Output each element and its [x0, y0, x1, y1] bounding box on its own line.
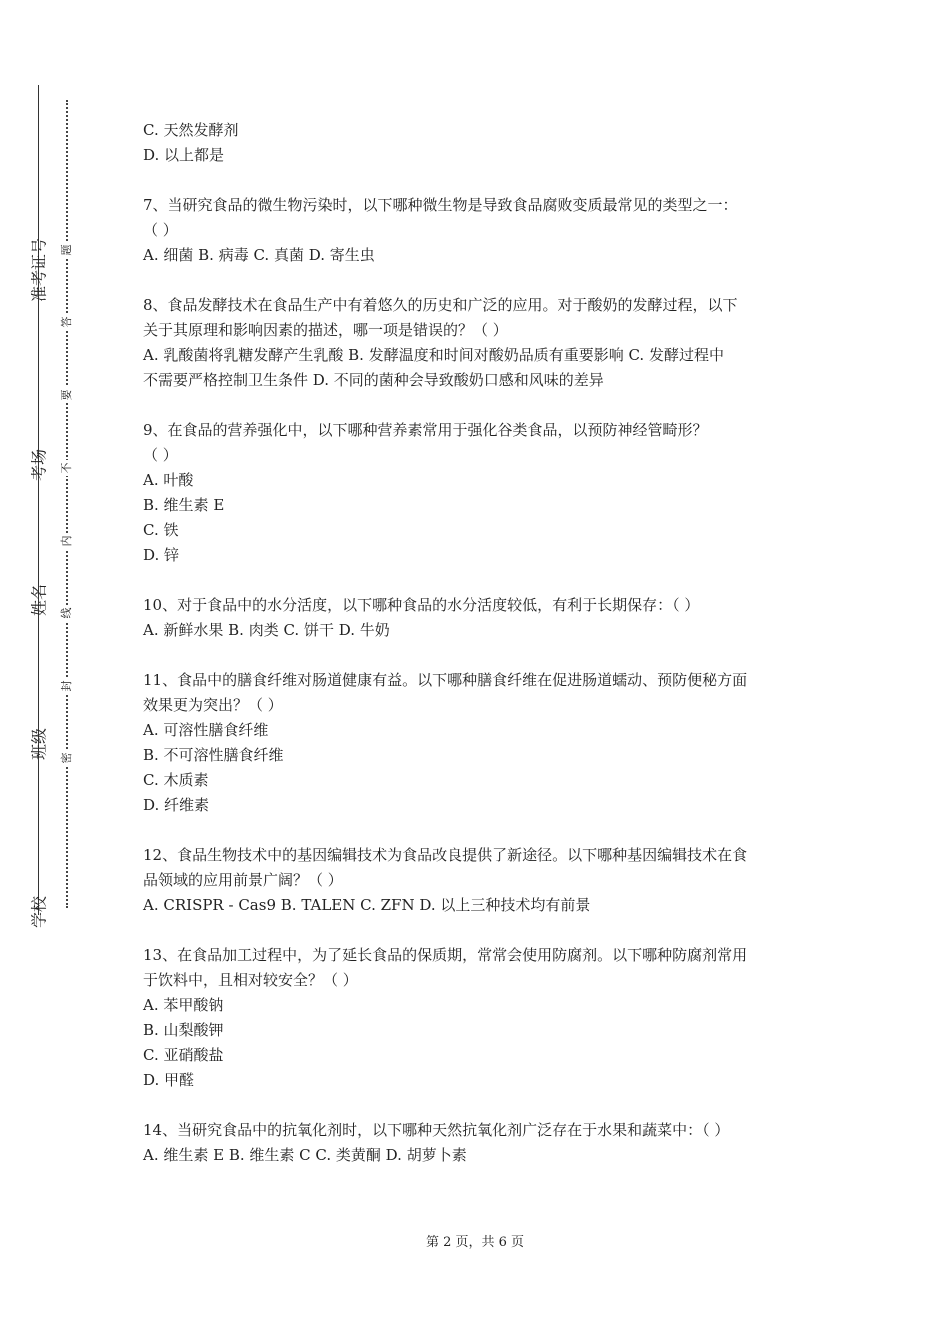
binding-dotted-line: [66, 100, 68, 908]
seal-char: 内: [58, 533, 74, 549]
option-line: A. 新鲜水果 B. 肉类 C. 饼干 D. 牛奶: [143, 621, 390, 639]
question-text: 13、在食品加工过程中，为了延长食品的保质期，常常会使用防腐剂。以下哪种防腐剂常用: [143, 946, 748, 964]
binding-solid-line: [38, 85, 39, 915]
option-line: A. 可溶性膳食纤维: [143, 721, 269, 739]
question-13: [143, 943, 813, 1093]
question-text: 14、当研究食品中的抗氧化剂时，以下哪种天然抗氧化剂广泛存在于水果和蔬菜中：（ ）: [143, 1121, 730, 1139]
option-line: A. 细菌 B. 病毒 C. 真菌 D. 寄生虫: [143, 246, 375, 264]
question-text: 8、食品发酵技术在食品生产中有着悠久的历史和广泛的应用。对于酸奶的发酵过程，以下: [143, 296, 738, 314]
question-11: [143, 668, 813, 818]
label-class: 班级: [29, 727, 49, 761]
question-content: [143, 118, 813, 1168]
seal-char: 题: [58, 242, 74, 258]
option-line: C. 天然发酵剂: [143, 121, 239, 139]
option-line: B. 维生素 E: [143, 496, 225, 514]
option-line: A. 叶酸: [143, 471, 194, 489]
option-line: C. 亚硝酸盐: [143, 1046, 224, 1064]
question-text: 7、当研究食品的微生物污染时，以下哪种微生物是导致食品腐败变质最常见的类型之一：: [143, 196, 738, 214]
question-text: 10、对于食品中的水分活度，以下哪种食品的水分活度较低，有利于长期保存：（ ）: [143, 596, 700, 614]
question-14: [143, 1118, 813, 1168]
seal-char: 封: [58, 678, 74, 694]
question-text: （ ）: [143, 221, 178, 239]
option-line: B. 不可溶性膳食纤维: [143, 746, 284, 764]
option-line: D. 纤维素: [143, 796, 210, 814]
option-line: D. 锌: [143, 546, 180, 564]
option-line: D. 甲醛: [143, 1071, 195, 1089]
question-text: 品领域的应用前景广阔？（ ）: [143, 871, 343, 889]
option-line: A. CRISPR - Cas9 B. TALEN C. ZFN D. 以上三种技术均有前景: [143, 896, 591, 914]
option-line: A. 苯甲酸钠: [143, 996, 224, 1014]
option-line: D. 以上都是: [143, 146, 225, 164]
label-exam-room: 考场: [29, 448, 49, 482]
seal-char: 密: [58, 750, 74, 766]
label-school: 学校: [29, 895, 49, 929]
question-text: 关于其原理和影响因素的描述，哪一项是错误的？（ ）: [143, 321, 508, 339]
question-text: 12、食品生物技术中的基因编辑技术为食品改良提供了新途径。以下哪种基因编辑技术在食: [143, 846, 748, 864]
option-line: C. 铁: [143, 521, 179, 539]
option-line: C. 木质素: [143, 771, 209, 789]
option-line: B. 山梨酸钾: [143, 1021, 224, 1039]
question-text: 效果更为突出？（ ）: [143, 696, 283, 714]
question-text: （ ）: [143, 446, 178, 464]
option-line: A. 维生素 E B. 维生素 C C. 类黄酮 D. 胡萝卜素: [143, 1146, 467, 1164]
label-name: 姓名: [29, 583, 49, 617]
binding-margin: [0, 0, 100, 1344]
question-6-options: [143, 118, 813, 168]
page-footer: 第 2 页，共 6 页: [425, 1235, 525, 1250]
question-8: [143, 293, 813, 393]
question-text: 于饮料中，且相对较安全？（ ）: [143, 971, 358, 989]
seal-char: 答: [58, 314, 74, 330]
label-exam-number: 准考证号: [29, 237, 49, 303]
seal-char: 线: [58, 605, 74, 621]
question-12: [143, 843, 813, 918]
question-7: [143, 193, 813, 268]
seal-char: 不: [58, 460, 74, 476]
seal-char: 要: [58, 387, 74, 403]
option-line: A. 乳酸菌将乳糖发酵产生乳酸 B. 发酵温度和时间对酸奶品质有重要影响 C. 发酵过程中: [143, 346, 724, 364]
option-line: 不需要严格控制卫生条件 D. 不同的菌种会导致酸奶口感和风味的差异: [143, 371, 604, 389]
question-text: 9、在食品的营养强化中，以下哪种营养素常用于强化谷类食品，以预防神经管畸形？: [143, 421, 708, 439]
question-text: 11、食品中的膳食纤维对肠道健康有益。以下哪种膳食纤维在促进肠道蠕动、预防便秘方面: [143, 671, 748, 689]
question-10: [143, 593, 813, 643]
question-9: [143, 418, 813, 568]
